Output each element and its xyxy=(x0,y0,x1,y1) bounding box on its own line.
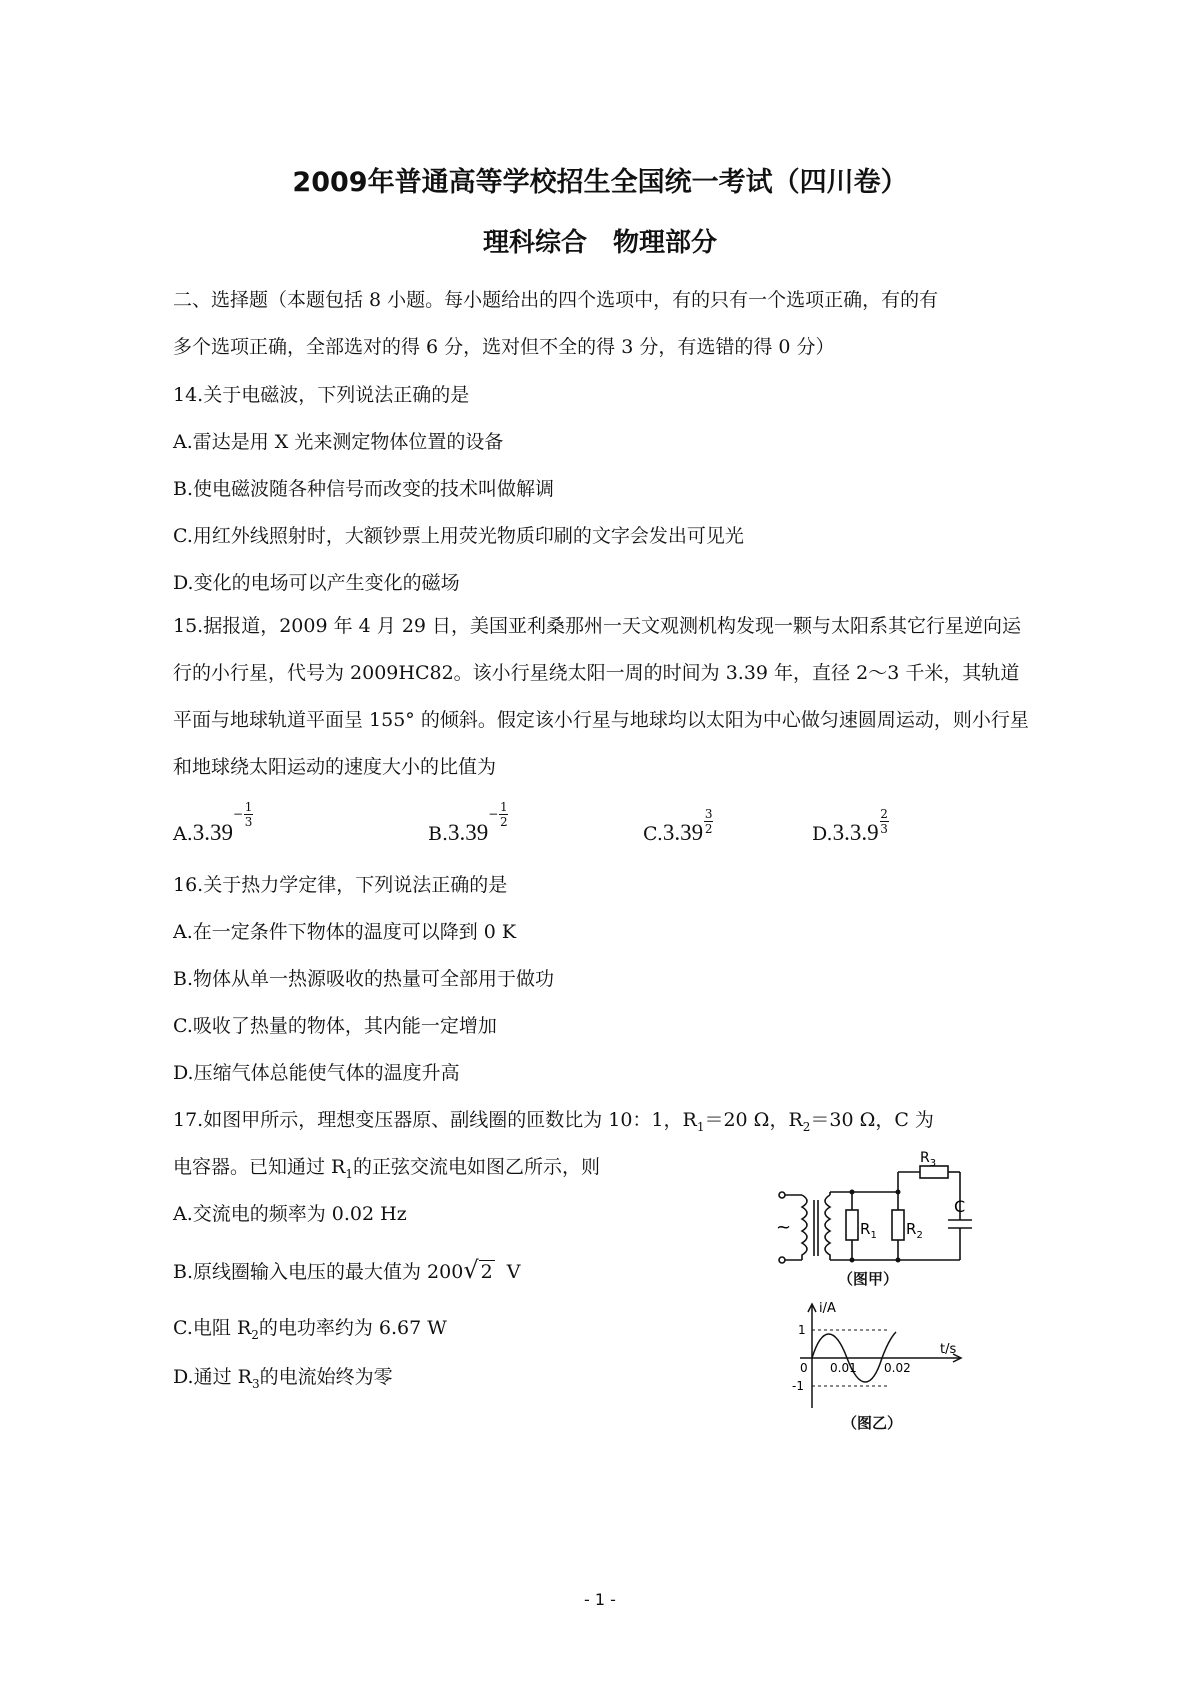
q14-option-a: A.雷达是用 X 光来测定物体位置的设备 xyxy=(173,431,504,453)
q17-option-c: C.电阻 $R_2$的电功率约为 6.67 W xyxy=(173,1317,447,1342)
origin-label: 0 xyxy=(800,1361,808,1375)
exam-subtitle: 理科综合 物理部分 xyxy=(482,228,717,258)
q14-stem: 14.关于电磁波，下列说法正确的是 xyxy=(173,384,470,406)
q14-option-d: D.变化的电场可以产生变化的磁场 xyxy=(173,572,460,594)
q15-option-b: B.3.39 − $\frac{1}{2}$ xyxy=(428,799,508,845)
q14-option-c: C.用红外线照射时，大额钞票上用荧光物质印刷的文字会发出可见光 xyxy=(173,525,744,547)
section-instructions-line2: 多个选项正确，全部选对的得 6 分，选对但不全的得 3 分，有选错的得 0 分） xyxy=(173,336,835,358)
q16-option-a: A.在一定条件下物体的温度可以降到 0 K xyxy=(173,921,517,943)
x-tick-001: 0.01 xyxy=(830,1361,857,1375)
q16-option-d: D.压缩气体总能使气体的温度升高 xyxy=(173,1062,460,1084)
section-instructions-line1: 二、选择题（本题包括 8 小题。每小题给出的四个选项中，有的只有一个选项正确，有的有 xyxy=(173,289,939,311)
q16-option-b: B.物体从单一热源吸收的热量可全部用于做功 xyxy=(173,968,555,990)
page-number: - 1 - xyxy=(584,1590,616,1609)
q14-option-b: B.使电磁波随各种信号而改变的技术叫做解调 xyxy=(173,478,555,500)
figure-jia-caption: （图甲） xyxy=(838,1270,899,1288)
q17-option-d: D.通过 $R_3$的电流始终为零 xyxy=(173,1366,393,1391)
label-r2: $R_2$ xyxy=(906,1220,923,1241)
x-axis-label: t/s xyxy=(940,1342,957,1357)
q17-option-b: B.原线圈输入电压的最大值为 200√ 2 V xyxy=(173,1256,521,1284)
q15-stem: 15.据报道，2009 年 4 月 29 日，美国亚利桑那州一天文观测机构发现一颗与太阳系其它行星逆向运行的小行星，代号为 2009HC82。该小行星绕太阳一周的时间为 3.39 年，直径 2～3 千米，其轨道平面与地球轨道平面呈 155° 的倾斜。假定该小行星与地球均以太阳为中心做匀速圆周运动，则小行星和地球绕太阳运动的速度大小的比值为 xyxy=(173,615,1029,778)
y-tick-neg1: -1 xyxy=(792,1379,804,1393)
label-r3: $R_3$ xyxy=(920,1150,937,1169)
q17-stem-line2: 电容器。已知通过 $R_1$的正弦交流电如图乙所示，则 xyxy=(173,1156,601,1181)
q17-option-a: A.交流电的频率为 0.02 Hz xyxy=(173,1203,407,1225)
x-tick-002: 0.02 xyxy=(884,1361,911,1375)
q16-stem: 16.关于热力学定律，下列说法正确的是 xyxy=(173,874,508,896)
q16-option-c: C.吸收了热量的物体，其内能一定增加 xyxy=(173,1015,497,1037)
q15-option-c: C.3.39 $\frac{3}{2}$ xyxy=(643,807,713,845)
ac-source-symbol: ~ xyxy=(776,1217,792,1238)
label-r1: $R_1$ xyxy=(860,1220,877,1241)
y-axis-label: i/A xyxy=(819,1301,836,1316)
label-capacitor: C xyxy=(954,1197,966,1216)
figure-yi-caption: （图乙） xyxy=(842,1414,903,1432)
exam-title: 2009年普通高等学校招生全国统一考试（四川卷） xyxy=(292,167,908,198)
y-tick-1: 1 xyxy=(798,1323,806,1337)
q15-option-d: D.3.3.9 $\frac{2}{3}$ xyxy=(812,807,888,845)
q15-option-a: A.3.39 − $\frac{1}{3}$ xyxy=(173,799,253,845)
q17-stem-line1: 17.如图甲所示，理想变压器原、副线圈的匝数比为 10：1，$R_1=20$ Ω，$R_2=30$ Ω，C 为 xyxy=(173,1109,934,1134)
figure-yi-current-graph xyxy=(790,1298,970,1418)
